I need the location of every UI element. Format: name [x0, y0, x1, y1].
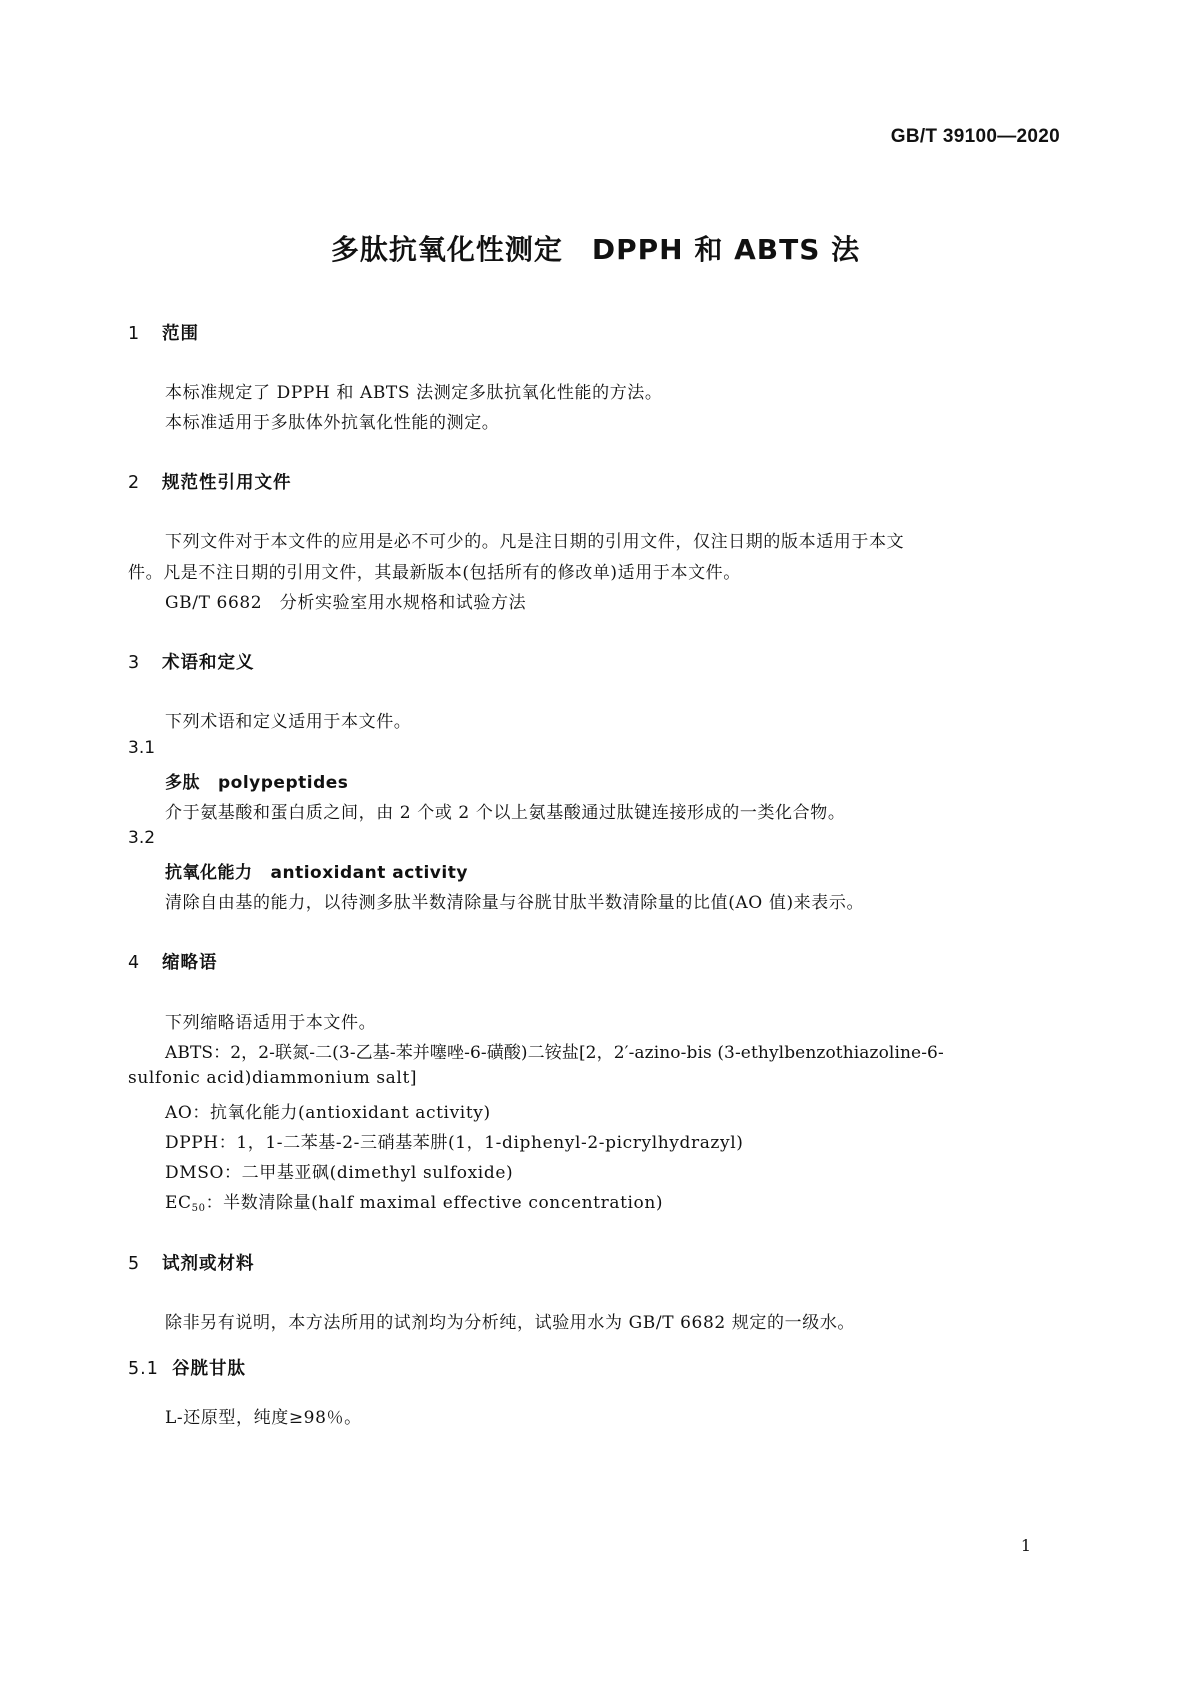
abbr-abts-line-2: sulfonic acid)diammonium salt] [128, 1068, 418, 1088]
section-4-heading [128, 949, 218, 974]
section-3-title: 术语和定义 [162, 653, 255, 673]
section-3-heading [128, 649, 255, 674]
section-5-1-paragraph-1: L-还原型，纯度≥98％。 [165, 1408, 362, 1428]
section-1-paragraph-2: 本标准适用于多肽体外抗氧化性能的测定。 [165, 413, 500, 433]
term-3-1-chinese: 多肽 [165, 773, 200, 793]
section-2-heading [128, 469, 292, 494]
section-1-title: 范围 [162, 324, 199, 344]
abbr-ec50-definition: ：半数清除量(half maximal effective concentration) [205, 1193, 664, 1213]
abbr-abts-line-1: ABTS：2，2-联氮-二(3-乙基-苯并噻唑-6-磺酸)二铵盐[2，2′-azino-bis (3-ethylbenzothiazoline-6- [165, 1043, 944, 1063]
term-3-1-definition: 介于氨基酸和蛋白质之间，由 2 个或 2 个以上氨基酸通过肽键连接形成的一类化合物。 [165, 803, 846, 823]
section-1-number: 1 [128, 324, 141, 344]
section-3-paragraph-1: 下列术语和定义适用于本文件。 [165, 712, 412, 732]
section-5-number: 5 [128, 1254, 141, 1274]
section-2-paragraph-line-2: 件。凡是不注日期的引用文件，其最新版本(包括所有的修改单)适用于本文件。 [128, 563, 741, 583]
section-5-1-title: 谷胱甘肽 [172, 1359, 246, 1379]
term-3-2-definition: 清除自由基的能力，以待测多肽半数清除量与谷胱甘肽半数清除量的比值(AO 值)来表示。 [165, 893, 865, 913]
term-3-2-chinese: 抗氧化能力 [165, 863, 253, 883]
section-5-1-heading [128, 1355, 246, 1380]
abbr-ec50-subscript: 50 [191, 1203, 206, 1214]
abbr-ao: AO：抗氧化能力(antioxidant activity) [165, 1103, 491, 1123]
term-3-1-english: polypeptides [218, 773, 349, 793]
section-1-heading [128, 320, 199, 345]
abbr-ec50 [165, 1188, 663, 1214]
standard-code: GB/T 39100—2020 [890, 126, 1060, 147]
term-3-1 [165, 768, 348, 793]
document-title: 多肽抗氧化性测定 DPPH 和 ABTS 法 [330, 233, 861, 266]
section-5-1-number: 5.1 [128, 1359, 159, 1379]
section-2-paragraph-line-1: 下列文件对于本文件的应用是必不可少的。凡是注日期的引用文件，仅注日期的版本适用于本文 [165, 532, 905, 552]
abbr-dpph: DPPH：1，1-二苯基-2-三硝基苯肼(1，1-diphenyl-2-picrylhydrazyl) [165, 1133, 744, 1153]
section-4-number: 4 [128, 953, 141, 973]
abbr-dmso: DMSO：二甲基亚砜(dimethyl sulfoxide) [165, 1163, 514, 1183]
section-2-number: 2 [128, 473, 141, 493]
term-3-2-number: 3.2 [128, 828, 156, 848]
section-1-paragraph-1: 本标准规定了 DPPH 和 ABTS 法测定多肽抗氧化性能的方法。 [165, 383, 663, 403]
section-3-number: 3 [128, 653, 141, 673]
section-5-paragraph-1: 除非另有说明，本方法所用的试剂均为分析纯，试验用水为 GB/T 6682 规定的一级水。 [165, 1313, 856, 1333]
term-3-2 [165, 858, 468, 883]
term-3-2-english: antioxidant activity [270, 863, 468, 883]
section-5-title: 试剂或材料 [162, 1254, 255, 1274]
section-4-paragraph-1: 下列缩略语适用于本文件。 [165, 1013, 377, 1033]
section-2-reference: GB/T 6682 分析实验室用水规格和试验方法 [165, 593, 527, 613]
section-2-title: 规范性引用文件 [162, 473, 292, 493]
section-4-title: 缩略语 [162, 953, 218, 973]
abbr-ec50-prefix: EC [165, 1193, 192, 1213]
term-3-1-number: 3.1 [128, 738, 156, 758]
section-5-heading [128, 1250, 255, 1275]
page-number: 1 [1020, 1536, 1031, 1555]
